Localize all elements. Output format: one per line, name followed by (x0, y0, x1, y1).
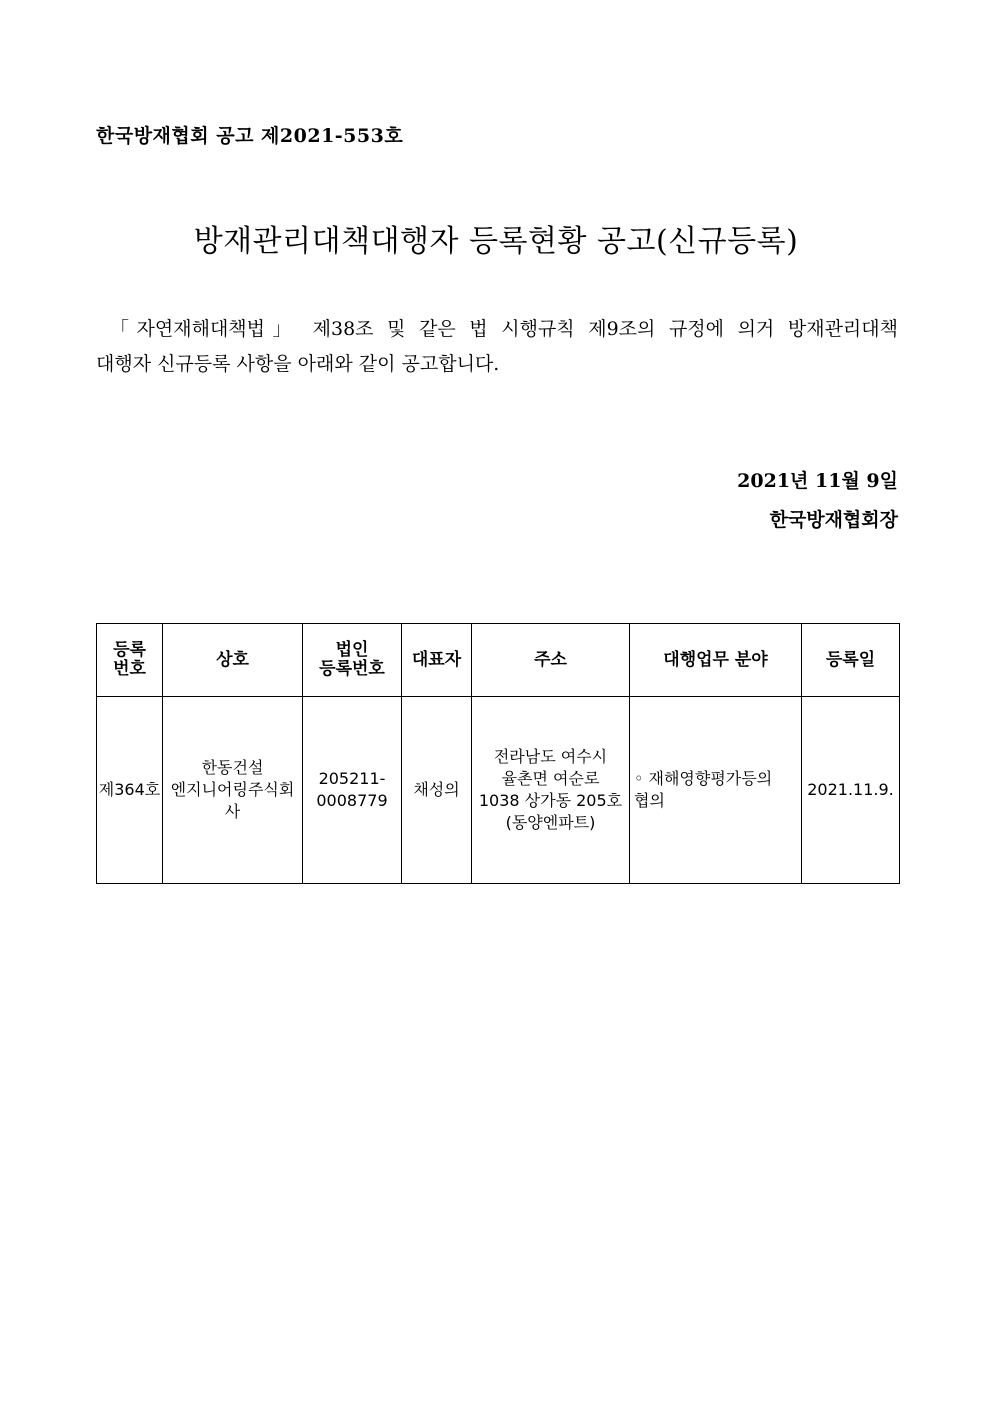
column-header-representative (402, 624, 472, 697)
registration-date-text: 2021.11.9. (807, 780, 894, 799)
column-header-label: 상호 (216, 649, 249, 670)
notice-body-line-1: 「자연재해대책법」 제38조 및 같은 법 시행규칙 제9조의 규정에 의거 방재관리대책 (110, 318, 898, 340)
page-title: 방재관리대책대행자 등록현황 공고(신규등록) (193, 224, 799, 259)
address-text: 전라남도 여수시 율촌면 여순로 1038 상가동 205호 (동양엔파트) (478, 747, 623, 832)
column-header-registration-date (802, 624, 900, 697)
column-header-corporate-no (303, 624, 402, 697)
cell-representative (402, 697, 472, 884)
column-header-address (472, 624, 630, 697)
table-header-row (97, 624, 900, 697)
column-header-label: 등록일 (825, 649, 876, 670)
column-header-registration-no (97, 624, 163, 697)
notice-body (96, 312, 898, 382)
representative-text: 채성의 (413, 780, 460, 799)
field-text: ◦ 재해영향평가등의 협의 (634, 769, 773, 810)
cell-corporate-no (303, 697, 402, 884)
notice-body-line-2: 대행자 신규등록 사항을 아래와 같이 공고합니다. (96, 353, 500, 375)
column-header-label: 주소 (534, 649, 567, 670)
registration-no-text: 제364호 (98, 780, 161, 799)
table-row (97, 697, 900, 884)
column-header-company (163, 624, 303, 697)
cell-address (472, 697, 630, 884)
column-header-label: 대행업무 분야 (663, 649, 768, 670)
column-header-label: 대표자 (411, 649, 462, 670)
cell-registration-date (802, 697, 900, 884)
cell-field (630, 697, 802, 884)
corporate-no-text: 205211- 0008779 (316, 769, 388, 810)
cell-company (163, 697, 303, 884)
notice-date: 2021년 11월 9일 (737, 470, 898, 492)
registration-table (96, 623, 900, 884)
column-header-label: 등록 번호 (113, 640, 146, 679)
column-header-label: 법인 등록번호 (319, 640, 385, 679)
notice-number: 한국방재협회 공고 제2021-553호 (96, 125, 404, 147)
cell-registration-no (97, 697, 163, 884)
company-name-text: 한동건설 엔지니어링주식회사 (170, 758, 295, 821)
column-header-field (630, 624, 802, 697)
issuer-name: 한국방재협회장 (769, 509, 898, 531)
